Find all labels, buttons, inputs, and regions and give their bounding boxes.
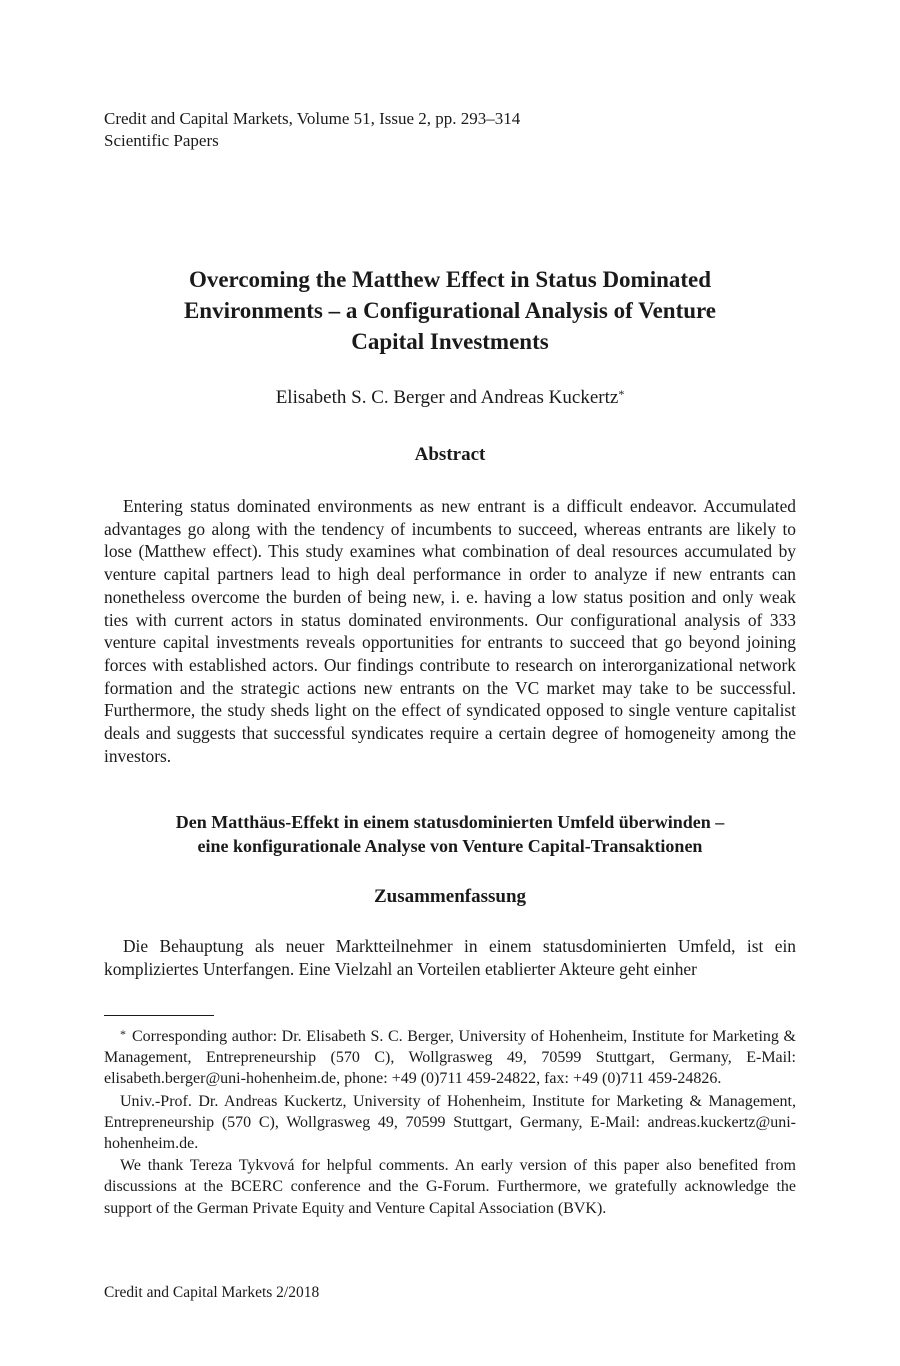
german-title [104, 810, 796, 858]
journal-header [104, 108, 520, 152]
abstract-text: Entering status dominated environments as new entrant is a difficult endeavor. Accumulated advantages go along with the tendency of incumbents to succeed, whereas entrants are likely to lose (Matthew effect). This study examines what combination of deal resources accumulated by venture capital partners lead to high deal performance in order to analyze if new entrants can nonetheless overcome the burden of being new, i. e. having a low status position and only weak ties with current actors in status dominated environments. Our configurational analysis of 333 venture capital investments reveals opportunities for entrants to succeed that go beyond joining forces with established actors. Our findings contribute to research on interorganizational network formation and the strategic actions new entrants on the VC market may take to be successful. Furthermore, the study sheds light on the effect of syndicated opposed to single venture capitalist deals and suggests that successful syndicates require a certain degree of homogeneity among the investors. [104, 496, 796, 766]
section-label: Scientific Papers [104, 131, 219, 150]
footnote-divider [104, 1015, 214, 1016]
footnotes [104, 1024, 796, 1219]
journal-citation: Credit and Capital Markets, Volume 51, Issue 2, pp. 293–314 [104, 109, 521, 128]
title-line: Environments – a Configurational Analysis of Venture [183, 298, 717, 323]
footnote-second-author: Univ.-Prof. Dr. Andreas Kuckertz, University of Hohenheim, Institute for Marketing & Management, Entrepreneurship (570 C), Wollgrasweg 49, 70599 Stuttgart, Germany, E-Mail: andreas.kuckertz@uni-hohenheim.de. [104, 1092, 796, 1153]
title-line: Overcoming the Matthew Effect in Status Dominated [188, 267, 712, 292]
footnote-text: Corresponding author: Dr. Elisabeth S. C. Berger, University of Hohenheim, Institute for Marketing & Management, Entrepreneurship (570 C), Wollgrasweg 49, 70599 Stuttgart, Germany, E-Mail: elisabeth.berger@uni-hohenheim.de, phone: +49 (0)711 459-24822, fax: +49 (0)711 459-24826. [104, 1028, 796, 1088]
paper-page [104, 0, 796, 1366]
author-names: Elisabeth S. C. Berger and Andreas Kuckertz [275, 387, 619, 408]
zusammenfassung-heading: Zusammenfassung [373, 886, 527, 907]
title-line: Capital Investments [351, 329, 549, 354]
german-title-line: eine konfigurationale Analyse von Venture Capital-Transaktionen [197, 836, 703, 856]
author-line [104, 382, 796, 410]
footnote-corresponding-author [104, 1024, 796, 1090]
author-footnote-mark: * [618, 387, 625, 401]
footnote-mark: * [120, 1027, 126, 1041]
page-footer: Credit and Capital Markets 2/2018 [104, 1284, 320, 1301]
zusammenfassung-text: Die Behauptung als neuer Marktteilnehmer in einem statusdominierten Umfeld, ist ein kompliziertes Unterfangen. Eine Vielzahl an Vorteilen etablierter Akteure geht einher [104, 936, 796, 979]
paper-title [104, 264, 796, 357]
abstract-heading: Abstract [414, 444, 486, 465]
footnote-acknowledgements: We thank Tereza Tykvová for helpful comments. An early version of this paper also benefited from discussions at the BCERC conference and the G-Forum. Furthermore, we gratefully acknowledge the support of the German Private Equity and Venture Capital Association (BVK). [104, 1157, 796, 1217]
german-title-line: Den Matthäus-Effekt in einem statusdominierten Umfeld überwinden – [175, 812, 725, 832]
